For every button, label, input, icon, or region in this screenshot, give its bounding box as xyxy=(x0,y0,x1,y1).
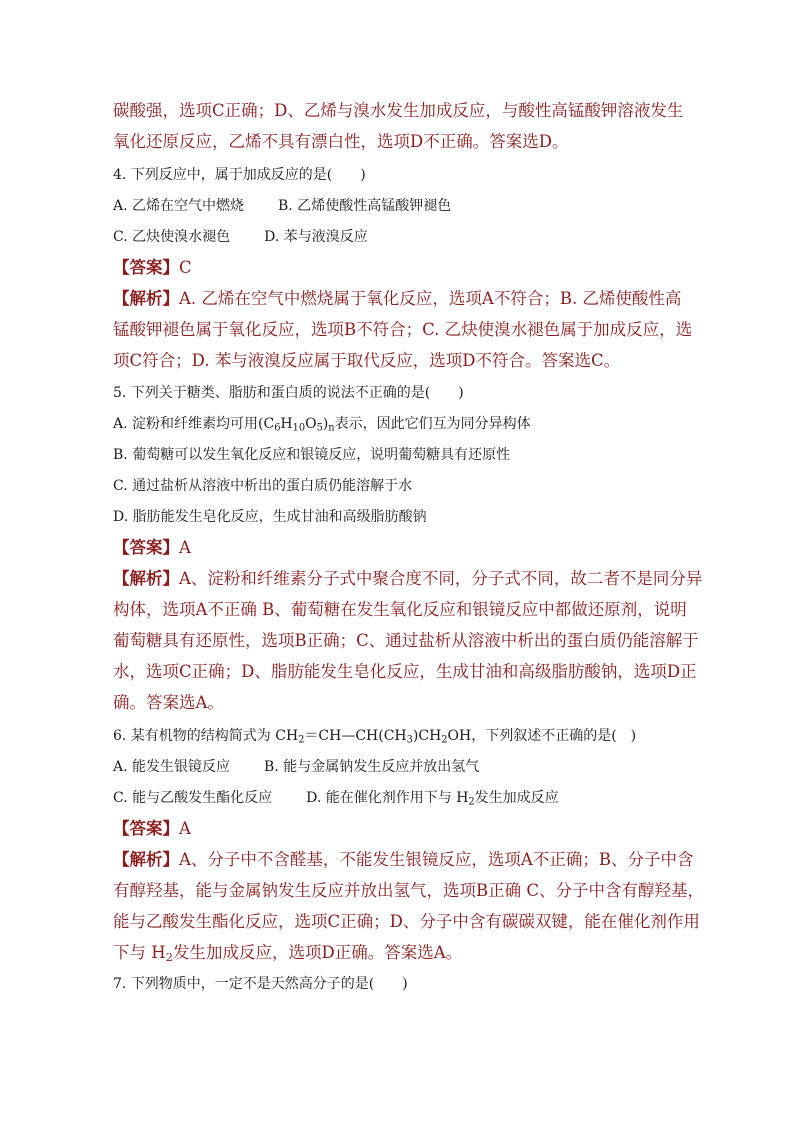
q5-analysis-line-4: 水，选项C正确；D、脂肪能发生皂化反应，生成甘油和高级脂肪酸钠，选项D正 xyxy=(113,662,697,681)
q6-analysis-line-4 xyxy=(113,945,462,962)
answer-label: 【答案】 xyxy=(113,819,179,838)
q4-analysis-line-3: 项C符合；D. 苯与液溴反应属于取代反应，选项D不符合。答案选C。 xyxy=(113,351,621,370)
option-text: H xyxy=(280,416,293,432)
q6-analysis-line-2: 有醇羟基，能与金属钠发生反应并放出氢气，选项B正确 C、分子中含有醇羟基， xyxy=(113,881,704,900)
q6-options-row-2 xyxy=(113,790,559,808)
q4-option-a: A. 乙烯在空气中燃烧 xyxy=(113,198,245,214)
option-text: A. 淀粉和纤维素均可用(C xyxy=(113,416,275,432)
subscript: 10 xyxy=(292,422,306,434)
analysis-text: 下与 H xyxy=(113,943,166,962)
analysis-label: 【解析】 xyxy=(113,569,179,588)
q3-explanation-line-2: 氧化还原反应，乙烯不具有漂白性，选项D不正确。答案选D。 xyxy=(113,132,569,151)
q4-analysis-line-2: 锰酸钾褪色属于氧化反应，选项B不符合；C. 乙炔使溴水褪色属于加成反应，选 xyxy=(113,320,693,339)
analysis-text: A、分子中不含醛基，不能发生银镜反应，选项A不正确；B、分子中含 xyxy=(179,850,694,869)
option-text: 发生加成反应 xyxy=(474,790,559,806)
analysis-text: A、淀粉和纤维素分子式中聚合度不同，分子式不同，故二者不是同分异 xyxy=(179,569,703,588)
subscript: 3 xyxy=(406,734,413,746)
q6-option-d xyxy=(306,790,559,806)
q6-option-b: B. 能与金属钠发生反应并放出氢气 xyxy=(264,759,480,775)
q6-options-row-1 xyxy=(113,760,479,774)
q5-option-a xyxy=(113,416,531,434)
subscript: 2 xyxy=(468,796,475,808)
option-text: 表示，因此它们互为同分异构体 xyxy=(334,416,531,432)
q5-option-b: B. 葡萄糖可以发生氧化反应和银镜反应，说明葡萄糖具有还原性 xyxy=(113,447,511,463)
option-text: D. 能在催化剂作用下与 H xyxy=(306,790,469,806)
q7-stem: 7. 下列物质中，一定不是天然高分子的是( ) xyxy=(113,976,408,992)
q4-options-row-1 xyxy=(113,199,451,213)
q5-stem: 5. 下列关于糖类、脂肪和蛋白质的说法不正确的是( ) xyxy=(113,385,464,401)
stem-text: 6. 某有机物的结构简式为 CH xyxy=(113,728,299,744)
q4-option-d: D. 苯与液溴反应 xyxy=(264,229,368,245)
subscript: 2 xyxy=(441,734,448,746)
q4-options-row-2 xyxy=(113,230,368,244)
q6-option-c: C. 能与乙酸发生酯化反应 xyxy=(113,790,273,806)
option-text: ) xyxy=(322,416,329,432)
stem-text: )CH xyxy=(412,728,442,744)
q4-analysis-line-1 xyxy=(113,291,681,308)
q4-option-c: C. 乙炔使溴水褪色 xyxy=(113,229,231,245)
q4-stem: 4. 下列反应中，属于加成反应的是( ) xyxy=(113,167,366,183)
q6-stem xyxy=(113,728,637,746)
q5-analysis-line-2: 构体，选项A不正确 B、葡萄糖在发生氧化反应和银镜反应中都做还原剂，说明 xyxy=(113,600,687,619)
q6-analysis-line-1 xyxy=(113,852,693,869)
subscript: 6 xyxy=(274,422,281,434)
subscript: 5 xyxy=(316,422,323,434)
answer-label: 【答案】 xyxy=(113,538,179,557)
q5-analysis-line-3: 葡萄糖具有还原性，选项B正确；C、通过盐析从溶液中析出的蛋白质仍能溶解于 xyxy=(113,631,699,650)
subscript: 2 xyxy=(165,949,173,964)
q4-answer xyxy=(113,260,192,277)
q5-analysis-line-5: 确。答案选A。 xyxy=(113,693,224,712)
analysis-text: 发生加成反应，选项D正确。答案选A。 xyxy=(173,943,463,962)
stem-text: ＝CH—CH(CH xyxy=(304,728,407,744)
q5-analysis-line-1 xyxy=(113,571,702,588)
option-text: O xyxy=(305,416,317,432)
q6-analysis-line-3: 能与乙酸发生酯化反应，选项C正确；D、分子中含有碳碳双键，能在催化剂作用 xyxy=(113,912,700,931)
q5-option-c: C. 通过盐析从溶液中析出的蛋白质仍能溶解于水 xyxy=(113,478,413,494)
stem-text: OH，下列叙述不正确的是( ) xyxy=(447,728,637,744)
answer-value: A xyxy=(179,538,191,557)
answer-label: 【答案】 xyxy=(113,258,179,277)
answer-value: A xyxy=(179,819,191,838)
analysis-label: 【解析】 xyxy=(113,850,179,869)
analysis-text: A. 乙烯在空气中燃烧属于氧化反应，选项A不符合；B. 乙烯使酸性高 xyxy=(179,289,682,308)
subscript: n xyxy=(328,422,335,434)
subscript: 2 xyxy=(298,734,305,746)
q6-answer xyxy=(113,821,191,838)
q3-explanation-line-1: 碳酸强，选项C正确；D、乙烯与溴水发生加成反应，与酸性高锰酸钾溶液发生 xyxy=(113,101,684,120)
q6-option-a: A. 能发生银镜反应 xyxy=(113,759,231,775)
answer-value: C xyxy=(179,258,192,277)
q5-option-d: D. 脂肪能发生皂化反应，生成甘油和高级脂肪酸钠 xyxy=(113,509,427,525)
q4-option-b: B. 乙烯使酸性高锰酸钾褪色 xyxy=(278,198,452,214)
analysis-label: 【解析】 xyxy=(113,289,179,308)
q5-answer xyxy=(113,540,191,557)
